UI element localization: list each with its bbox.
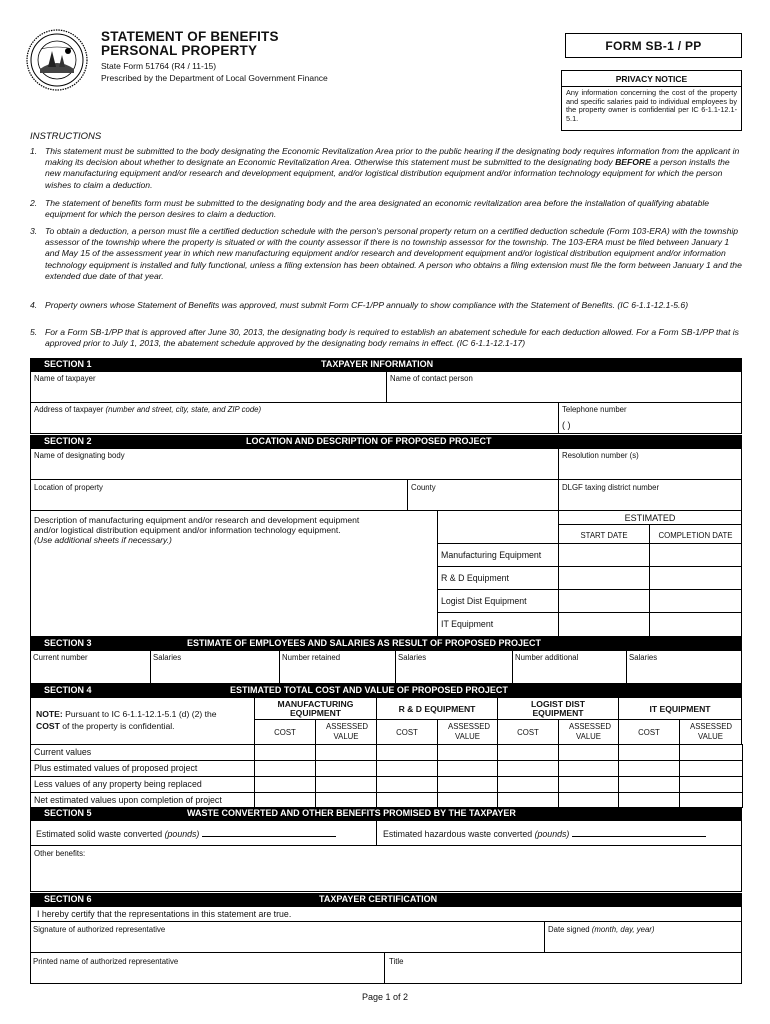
value-cell[interactable] [559,777,619,793]
certification-statement [30,906,742,921]
cost-value-table [30,744,743,808]
current-salaries-field[interactable]: Salaries [150,650,280,684]
section-number: SECTION 4 [44,685,92,695]
field-label: Description of manufacturing equipment and/or research and development equipment and/or logistical distribution equipment and/or information technology equipment. (Use additional sheets if necessary.) [34,515,360,545]
group-header: IT EQUIPMENT [618,697,742,720]
value-cell[interactable] [680,793,743,808]
printed-name-field[interactable] [30,952,385,984]
assessed-value-header: ASSESSED VALUE [679,719,742,745]
table-row [31,761,743,777]
section-3-header [30,637,742,650]
cost-header: COST [254,719,316,745]
group-header: LOGIST DIST EQUIPMENT [497,697,619,720]
logist-completion-date-field[interactable] [649,589,742,613]
section-6-header [30,893,742,906]
section-number: SECTION 6 [44,894,92,904]
cost-header: COST [618,719,680,745]
completion-date-label: COMPLETION DATE [658,531,733,540]
field-label: Estimated hazardous waste converted (pounds) [383,829,706,839]
table-row [31,793,743,808]
value-cell[interactable] [619,745,680,761]
assessed-value-header: ASSESSED VALUE [315,719,377,745]
value-cell[interactable] [498,745,559,761]
field-label: Date signed (month, day, year) [548,925,655,934]
value-cell[interactable] [316,745,377,761]
instructions-heading: INSTRUCTIONS [30,131,102,142]
section-number: SECTION 1 [44,359,92,369]
value-cell[interactable] [377,761,438,777]
field-label: DLGF taxing district number [562,483,660,492]
equipment-row-label: IT Equipment [437,612,559,637]
indiana-state-seal-icon [26,29,88,91]
group-header: R & D EQUIPMENT [376,697,498,720]
group-header: MANUFACTURING EQUIPMENT [254,697,377,720]
hazardous-waste-field[interactable] [376,820,742,846]
field-label: County [411,483,436,492]
section-1-header [30,358,742,371]
section-2-header [30,435,742,448]
telephone-field[interactable] [558,402,742,434]
property-location-field[interactable] [30,479,408,511]
value-cell[interactable] [316,777,377,793]
rd-start-date-field[interactable] [558,566,650,590]
number-retained-field[interactable]: Number retained [279,650,396,684]
row-label: Less values of any property being replaced [31,777,255,793]
section-number: SECTION 5 [44,808,92,818]
assessed-value-header: ASSESSED VALUE [437,719,498,745]
row-label: Current values [31,745,255,761]
solid-waste-field[interactable] [30,820,377,846]
field-label: Name of contact person [390,374,473,383]
section-4-header [30,684,742,697]
value-cell[interactable] [680,761,743,777]
prescribed-by: Prescribed by the Department of Local Government Finance [101,73,328,83]
designating-body-field[interactable] [30,448,559,480]
table-row [31,745,743,761]
value-cell[interactable] [255,745,316,761]
value-cell[interactable] [680,777,743,793]
instruction-text: For a Form SB-1/PP that is approved after June 30, 2013, the designating body is required to establish an abatement schedule for each deduction allowed. For a Form SB-1/PP that is approved prior to July 1, 2013, the abatement schedule approved by the designating body remains in effect. (IC 6-1.1-12.1-17) [45,327,739,349]
equipment-row-label: R & D Equipment [437,566,559,590]
logist-start-date-field[interactable] [558,589,650,613]
instruction-text: Property owners whose Statement of Benefits was approved, must submit Form CF-1/PP annually to show compliance with the Statement of Benefits. (IC 6-1.1-12.1-5.6) [45,300,689,310]
value-cell[interactable] [316,793,377,808]
taxpayer-address-field[interactable] [30,402,559,434]
field-label: Estimated solid waste converted (pounds) [36,829,336,839]
field-label: Address of taxpayer (number and street, city, state, and ZIP code) [34,405,262,414]
form-id-box: FORM SB-1 / PP [565,33,742,58]
value-cell[interactable] [559,745,619,761]
field-label: Title [389,957,404,966]
field-label: Name of taxpayer [34,374,96,383]
section-title: ESTIMATED TOTAL COST AND VALUE OF PROPOSED PROJECT [230,685,508,695]
start-date-label: START DATE [580,531,628,540]
value-cell[interactable] [619,761,680,777]
value-cell[interactable] [680,745,743,761]
value-cell[interactable] [255,761,316,777]
field-label: Name of designating body [34,451,125,460]
rd-completion-date-field[interactable] [649,566,742,590]
retained-salaries-field[interactable]: Salaries [395,650,513,684]
title-line-1: STATEMENT OF BENEFITS [101,29,279,44]
privacy-heading: PRIVACY NOTICE [562,71,741,87]
instruction-text-cont: a person installs the new manufacturing equipment and/or research and development equipment, and/or logistical distribution equipment and/or information technology equipment for which the person wishes to claim a deduction. [45,157,730,190]
taxpayer-name-field[interactable] [30,371,387,403]
completion-date-header [649,524,742,544]
telephone-area-code: ( ) [562,420,571,430]
section-title: ESTIMATE OF EMPLOYEES AND SALARIES AS RESULT OF PROPOSED PROJECT [187,638,542,648]
value-cell[interactable] [498,793,559,808]
title-field[interactable] [384,952,742,984]
manufacturing-completion-date-field[interactable] [649,543,742,567]
section-title: TAXPAYER INFORMATION [321,359,434,369]
resolution-number-field[interactable] [558,448,742,480]
field-label: Signature of authorized representative [33,925,166,934]
date-signed-field[interactable] [544,921,742,953]
it-start-date-field[interactable] [558,612,650,637]
instruction-number: 4. [30,300,38,310]
field-label: Telephone number [562,405,627,414]
value-cell[interactable] [438,777,498,793]
contact-person-field[interactable] [386,371,742,403]
instruction-text: The statement of benefits form must be submitted to the designating body and the area designated an economic revitalization area before the installation of qualifying abatable equipment for which the person desires to claim a deduction. [45,198,710,220]
dlgf-district-field[interactable] [558,479,742,511]
county-field[interactable] [407,479,559,511]
form-title [101,30,279,58]
value-cell[interactable] [316,761,377,777]
field-label: Printed name of authorized representative [33,957,179,966]
value-cell[interactable] [377,793,438,808]
manufacturing-start-date-field[interactable] [558,543,650,567]
section-title: WASTE CONVERTED AND OTHER BENEFITS PROMISED BY THE TAXPAYER [187,808,516,818]
confidential-note: NOTE: Pursuant to IC 6-1.1-12.1-5.1 (d) (2) the COST of the property is confidential. [30,697,255,745]
state-form-number: State Form 51764 (R4 / 11-15) [101,61,217,71]
assessed-value-header: ASSESSED VALUE [558,719,619,745]
certification-text: I hereby certify that the representations in this statement are true. [37,909,292,919]
section-title: LOCATION AND DESCRIPTION OF PROPOSED PROJECT [246,436,492,446]
other-benefits-field[interactable] [30,845,742,892]
instruction-number: 3. [30,226,38,236]
section-5-header [30,807,742,820]
field-label: Other benefits: [34,849,86,858]
instruction-bold: BEFORE [615,157,651,168]
start-date-header [558,524,650,544]
value-cell[interactable] [619,793,680,808]
number-additional-field[interactable]: Number additional [512,650,627,684]
signature-field[interactable] [30,921,545,953]
instruction-number: 1. [30,146,38,156]
value-cell[interactable] [498,761,559,777]
field-label: Resolution number (s) [562,451,639,460]
cost-header: COST [497,719,559,745]
value-cell[interactable] [619,777,680,793]
value-cell[interactable] [255,793,316,808]
instruction-item [30,327,742,349]
page-number: Page 1 of 2 [361,992,409,1002]
title-line-2: PERSONAL PROPERTY [101,43,258,58]
privacy-text: Any information concerning the cost of the property and specific salaries paid to individual employees by the property owner is confidential per IC 6-1.1-12.1-5.1. [566,88,737,123]
section-number: SECTION 3 [44,638,92,648]
value-cell[interactable] [559,761,619,777]
instruction-item [30,226,742,282]
value-cell[interactable] [559,793,619,808]
value-cell[interactable] [377,745,438,761]
value-cell[interactable] [438,793,498,808]
instruction-item [30,198,742,220]
value-cell[interactable] [438,761,498,777]
additional-salaries-field[interactable]: Salaries [626,650,742,684]
current-number-field[interactable]: Current number [30,650,151,684]
value-cell[interactable] [377,777,438,793]
instruction-number: 2. [30,198,38,208]
estimated-header [558,510,742,524]
value-cell[interactable] [498,777,559,793]
estimated-label: ESTIMATED [624,513,676,523]
row-label: Plus estimated values of proposed project [31,761,255,777]
section-number: SECTION 2 [44,436,92,446]
value-cell[interactable] [438,745,498,761]
equipment-description-field[interactable] [30,510,438,637]
it-completion-date-field[interactable] [649,612,742,637]
equipment-row-label: Logist Dist Equipment [437,589,559,613]
instruction-item [30,300,742,311]
row-label: Net estimated values upon completion of project [31,793,255,808]
field-label: Location of property [34,483,103,492]
instruction-number: 5. [30,327,38,337]
table-row [31,777,743,793]
instruction-text: To obtain a deduction, a person must file a certified deduction schedule with the person's personal property return on a certified deduction schedule (Form 103-ERA) with the township assessor of the township where the property is situated or with the county assessor if there is no township assessor for the township. The 103-ERA must be filed between January 1 and May 15 of the assessment year in which new manufacturing equipment and/or research and development equipment and/or logistical distribution equipment and/or information technology equipment is installed and fully functional, unless a filing extension has been obtained. A person who obtains a filing extension must file the form between January 1 and the extended due date of that year. [45,226,742,281]
privacy-notice [561,70,742,131]
equipment-row-label: Manufacturing Equipment [437,543,559,567]
instruction-item [30,146,742,191]
instruction-text: This statement must be submitted to the body designating the Economic Revitalization Area prior to the public hearing if the designating body requires information from the applicant in making its decision about whether to designate an Economic Revitalization Area. Otherwise this statement must be submitted to the designating body [45,146,740,168]
cost-header: COST [376,719,438,745]
section-title: TAXPAYER CERTIFICATION [319,894,438,904]
value-cell[interactable] [255,777,316,793]
